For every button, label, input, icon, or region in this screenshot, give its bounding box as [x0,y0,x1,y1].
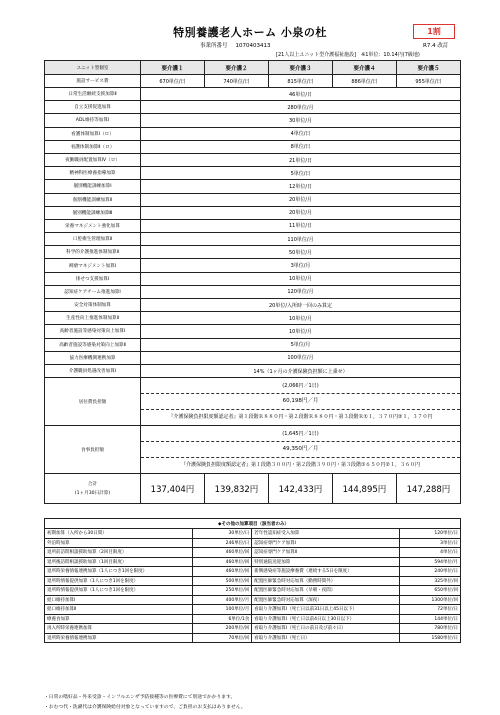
office-number: 1070403413 [235,43,271,49]
addon-label: 介護職員処遇改善加算Ⅰ [45,364,141,377]
extra-item-value: 1580単位/日 [400,633,461,643]
extra-item-value: 460単位/回 [192,567,251,577]
extra-item-label: 退所時栄養情報連携加算 [45,633,193,643]
addon-row [45,114,461,127]
addon-row [45,167,461,180]
extra-item-value: 240単位/日 [400,567,461,577]
total-value: 139,832円 [204,474,268,504]
unit-note: [21人以上ユニット型介護福祉施設] ※1単位：10.14円(7級地) [276,52,420,58]
extra-row [45,624,461,634]
addon-value: 12単位/日 [141,180,461,193]
extra-item-label: 若年性認知症受入加算 [252,529,400,539]
total-value: 137,404円 [141,474,205,504]
addon-row [45,127,461,140]
addon-value: 10単位/月 [141,272,461,285]
base-fee-label: 施設サービス費 [45,75,141,88]
addon-value: 21単位/日 [141,153,461,166]
addon-row [45,206,461,219]
care-level-header: 要介護２ [204,61,268,75]
addon-row [45,180,461,193]
extra-item-value: 1300単位/回 [400,595,461,605]
base-fee-value: 955単位/日 [396,75,460,88]
copay-badge: 1割 [413,24,455,39]
addon-row [45,259,461,272]
addon-row [45,88,461,101]
addon-label: 栄養マネジメント強化加算 [45,219,141,232]
addon-label: 個別機能訓練加算Ⅲ [45,206,141,219]
extra-item-value: 30単位/日 [192,529,251,539]
total-label: 合計 (1ヶ月30日計算) [45,474,141,504]
room-type-header: ユニット型個室 [45,61,141,75]
extra-addons-table [44,518,461,643]
addon-row [45,233,461,246]
addon-label: 日常生活継続支援加算Ⅱ [45,88,141,101]
addon-row [45,325,461,338]
addon-row [45,219,461,232]
revision-note: R7.4 改訂 [423,43,449,49]
extra-item-value: 246単位/日 [192,538,251,548]
addon-label: 認知症ケアチーム推進加算Ⅰ [45,285,141,298]
addon-row [45,101,461,114]
addon-value: 100単位/月 [141,351,461,364]
care-level-header: 要介護３ [268,61,332,75]
extra-item-value: 325単位/回 [400,576,461,586]
addon-value: 120単位/月 [141,285,461,298]
extra-item-value: 400単位/月 [192,595,251,605]
addon-row [45,364,461,377]
addon-label: 口腔衛生管理加算Ⅱ [45,233,141,246]
footnote: ・日常の嗜好品・外来受診・インフルエンザ予防接種等の医療費にて別途でかかります。 [44,695,236,700]
addon-row [45,140,461,153]
extra-row [45,567,461,577]
addon-label: 個別機能訓練加算Ⅱ [45,193,141,206]
addon-value: 30単位/月 [141,114,461,127]
food-label: 食事負担額 [45,426,141,474]
food-monthly: 49,350円／月 [141,441,460,457]
addon-value: 50単位/月 [141,246,461,259]
extra-row [45,557,461,567]
page-title: 特別養護老人ホーム 小泉の杜 [173,26,327,39]
residence-note: 『介護保険負担限度額認定者』第１段階Ｒ８８０円・第２段階Ｒ８８０円・第３段階Ｒ①１，３７０円②１，３７０円 [141,409,460,425]
addon-label: 生産性向上推進体制加算Ⅱ [45,312,141,325]
extra-item-value: 100単位/月 [192,605,251,615]
addon-value: 8単位/日 [141,140,461,153]
addon-label: 排せつ支援加算Ⅰ [45,272,141,285]
addon-label: 高齢者施設等感染対策向上加算Ⅱ [45,338,141,351]
addon-label: 安全対策体制加算 [45,299,141,312]
extra-item-label: 退所前訪問相談援助加算（2回目限度） [45,548,193,558]
extra-addons-title: ◆その他の加算項目（該当者のみ） [45,519,461,529]
extra-rows [45,529,461,643]
extra-row [45,605,461,615]
extra-item-label: 看取り介護加算Ⅰ（死亡日以前4日以上30日以下） [252,614,400,624]
total-value: 147,288円 [396,474,460,504]
footnote: ・おむつ代・洗濯代は介護保険給付対象となっていますので、ご負担のお支払はありません。 [44,705,246,710]
addon-label: 自立支援促進加算 [45,101,141,114]
extra-item-label: 退所時情報提供加算（1人につき1回を限度） [45,586,193,596]
extra-row [45,595,461,605]
extra-item-value: 780単位/日 [400,624,461,634]
extra-item-label: 看取り介護加算Ⅰ（死亡日以前31日以上45日以下） [252,605,400,615]
addon-row [45,338,461,351]
residence-cell [141,378,461,426]
extra-item-label: 退所後訪問相談援助加算（1回目限度） [45,557,193,567]
addon-row [45,351,461,364]
food-cell [141,426,461,474]
addon-row [45,193,461,206]
extra-item-label: 再入所時栄養連携加算 [45,624,193,634]
addon-label: 科学的介護推進体制加算Ⅱ [45,246,141,259]
extra-item-label: 看取り介護加算Ⅰ（死亡日） [252,633,400,643]
extra-item-value: 70単位/回 [192,633,251,643]
addon-row [45,272,461,285]
extra-row [45,576,461,586]
extra-item-value: 460単位/回 [192,557,251,567]
extra-item-value: 144単位/日 [400,614,461,624]
residence-daily: (2,066円／1日) [282,382,319,389]
extra-item-label: 認知症専門ケア加算Ⅱ [252,548,400,558]
addon-label: 高齢者施設等感染対策向上加算Ⅰ [45,325,141,338]
extra-item-label: 特別通院送迎加算 [252,557,400,567]
residence-label: 居住費負担額 [45,378,141,426]
addon-value: 110単位/月 [141,233,461,246]
extra-item-value: 120単位/日 [400,529,461,539]
addon-row [45,153,461,166]
care-level-header: 要介護５ [396,61,460,75]
extra-item-label: 配置医師緊急時対応加算（勤務時間外） [252,576,400,586]
addon-label: 精神科医療養指導加算 [45,167,141,180]
addon-value: 3単位/月 [141,259,461,272]
base-fee-value: 815単位/日 [268,75,332,88]
addon-row [45,312,461,325]
total-value: 142,433円 [268,474,332,504]
base-fee-value: 886単位/日 [332,75,396,88]
extra-item-value: 594単位/月 [400,557,461,567]
office-info [200,41,275,49]
extra-item-value: 4単位/日 [400,548,461,558]
addon-label: 夜勤職員配置加算Ⅳ（ロ） [45,153,141,166]
addon-label: 看護体制加算Ⅰ（ロ） [45,127,141,140]
extra-item-label: 経口維持加算Ⅱ [45,605,193,615]
office-label: 事業所番号 [200,43,228,49]
extra-row [45,614,461,624]
extra-item-label: 療養食加算 [45,614,193,624]
extra-item-label: 認知症専門ケア加算Ⅰ [252,538,400,548]
food-note: 『介護保険負担限度額認定者』第１段階３００円・第２段階３９０円・第３段階①６５０円②１，３６０円 [141,457,460,473]
residence-monthly: 60,198円／月 [141,393,460,409]
total-value: 144,895円 [332,474,396,504]
extra-item-label: 退所時情報提供加算（1人につき1回を限度） [45,576,193,586]
addon-label: 個別機能訓練加算Ⅰ [45,180,141,193]
addon-row [45,246,461,259]
addon-label: ADL維持等加算Ⅰ [45,114,141,127]
addon-value: 5単位/日 [141,167,461,180]
care-level-header: 要介護１ [141,61,205,75]
addon-value: 46単位/日 [141,88,461,101]
addon-row [45,285,461,298]
extra-row [45,586,461,596]
extra-row [45,538,461,548]
care-level-header: 要介護４ [332,61,396,75]
extra-item-value: 6単位/1食 [192,614,251,624]
base-fee-value: 670単位/日 [141,75,205,88]
extra-item-value: 250単位/回 [192,586,251,596]
extra-item-label: 配置医師緊急時対応加算（深夜） [252,595,400,605]
addon-value: 20単位/月 [141,193,461,206]
addon-rows [45,88,461,378]
addon-value: 20単位/入所時一回のみ算定 [141,299,461,312]
addon-value: 280単位/月 [141,101,461,114]
addon-label: 看護体制加算Ⅱ（ロ） [45,140,141,153]
extra-item-value: 650単位/回 [400,586,461,596]
extra-item-label: 看取り介護加算Ⅰ（死亡日の前日及び前々日） [252,624,400,634]
addon-value: 20単位/月 [141,206,461,219]
extra-item-label: 経口維持加算Ⅰ [45,595,193,605]
extra-item-label: 新興感染症等施設療養費（連続する5日を限度） [252,567,400,577]
extra-row [45,633,461,643]
addon-row [45,299,461,312]
extra-item-label: 初期加算（入所から30日間） [45,529,193,539]
addon-value: 10単位/月 [141,325,461,338]
extra-item-label: 退所時栄養情報連携加算（1人につき1回を限度） [45,567,193,577]
extra-item-value: 460単位/回 [192,548,251,558]
addon-value: 11単位/日 [141,219,461,232]
extra-item-label: 外泊時加算 [45,538,193,548]
addon-label: 協力医療機関連携加算 [45,351,141,364]
extra-item-value: 500単位/回 [192,576,251,586]
addon-value: 4単位/日 [141,127,461,140]
addon-label: 褥瘡マネジメント加算Ⅰ [45,259,141,272]
extra-item-value: 3単位/日 [400,538,461,548]
extra-item-label: 配置医師緊急時対応加算（早朝・夜間） [252,586,400,596]
extra-row [45,529,461,539]
extra-item-value: 200単位/回 [192,624,251,634]
addon-value: 5単位/月 [141,338,461,351]
base-fee-value: 740単位/日 [204,75,268,88]
food-daily: (1,645円／1日) [282,430,319,437]
addon-value: 10単位/月 [141,312,461,325]
extra-item-value: 72単位/日 [400,605,461,615]
fee-table [44,60,461,504]
addon-value: 14%（1ヶ月の介護保険負担額に上乗せ） [141,364,461,377]
extra-row [45,548,461,558]
